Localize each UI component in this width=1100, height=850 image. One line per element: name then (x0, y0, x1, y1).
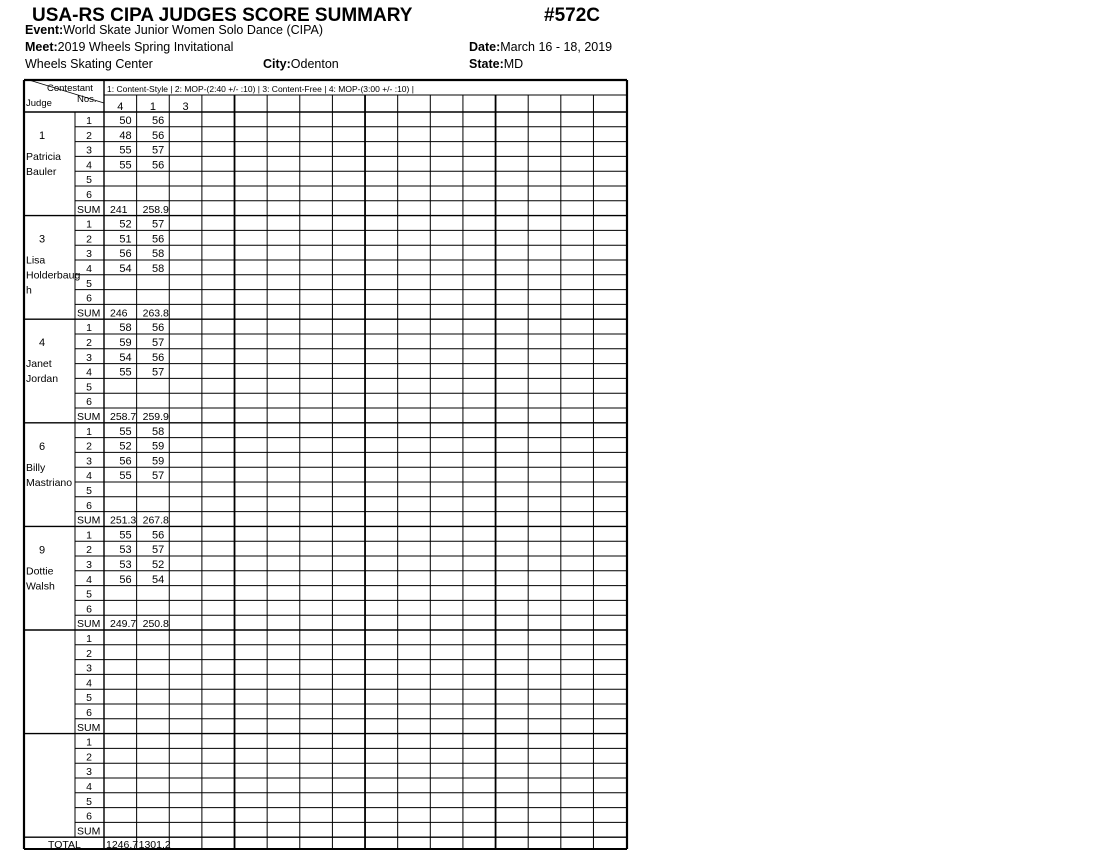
row-number: 3 (86, 662, 92, 675)
judge-name: Holderbaug (26, 269, 81, 282)
score-cell: 56 (119, 573, 132, 586)
sum-label: SUM (77, 307, 101, 320)
report-code: #572C (544, 5, 600, 26)
row-number: 6 (86, 396, 92, 409)
judge-name: Lisa (26, 254, 46, 267)
meet-label: Meet: (25, 40, 58, 54)
score-cell: 55 (119, 366, 132, 379)
event-value: World Skate Junior Women Solo Dance (CIPA) (63, 23, 324, 37)
contestant-number: 3 (182, 101, 189, 113)
row-number: 3 (86, 455, 92, 468)
score-cell: 57 (152, 144, 165, 157)
score-cell: 52 (119, 440, 132, 453)
row-number: 5 (86, 277, 92, 290)
sum-label: SUM (77, 203, 101, 216)
judge-name: Billy (26, 461, 46, 474)
judge-number: 9 (38, 544, 46, 557)
judge-name: Patricia (26, 151, 62, 163)
score-cell: 58 (152, 248, 165, 261)
judge-name: Mastriano (26, 476, 73, 489)
row-number: 1 (86, 218, 92, 231)
row-number: 3 (86, 248, 92, 261)
row-number: 6 (86, 292, 92, 305)
judge-name: Janet (26, 358, 52, 371)
score-cell: 58 (152, 263, 165, 275)
row-number: 2 (86, 751, 92, 764)
score-cell: 55 (119, 159, 132, 172)
score-cell: 56 (152, 529, 165, 542)
judge-name: h (26, 284, 32, 297)
sum-label: SUM (77, 825, 101, 838)
nos-label: Nos. (77, 94, 97, 105)
score-cell: 55 (119, 470, 132, 483)
score-cell: 53 (119, 544, 132, 557)
score-cell: 52 (152, 559, 165, 571)
row-number: 1 (86, 529, 92, 542)
sum-label: SUM (77, 514, 101, 527)
row-number: 4 (86, 677, 92, 690)
city-value: Odenton (290, 57, 339, 71)
state-label: State: (469, 57, 504, 71)
row-number: 2 (86, 440, 92, 453)
event-label: Event: (25, 23, 64, 37)
score-cell: 56 (152, 115, 165, 127)
row-number: 6 (86, 189, 92, 201)
row-number: 1 (86, 425, 92, 438)
sum-label: SUM (77, 411, 101, 423)
date-label: Date: (469, 40, 501, 54)
row-number: 6 (86, 810, 92, 823)
criteria-legend: 1: Content-Style | 2: MOP-(2:40 +/- :10) | 3: Content-Free | 4: MOP-(3:00 +/- :10) | (107, 84, 414, 94)
sum-cell: 241 (110, 203, 128, 216)
score-cell: 55 (119, 529, 132, 542)
score-cell: 57 (152, 218, 165, 231)
row-number: 2 (86, 647, 92, 660)
row-number: 4 (86, 470, 92, 483)
sum-cell: 258.7 (110, 411, 137, 423)
report-title: USA-RS CIPA JUDGES SCORE SUMMARY (32, 5, 413, 26)
judge-name: Jordan (26, 373, 59, 386)
score-cell: 56 (152, 159, 165, 172)
row-number: 6 (86, 707, 92, 719)
row-number: 4 (86, 781, 92, 793)
row-number: 2 (86, 337, 92, 349)
row-number: 5 (86, 174, 92, 187)
row-number: 2 (86, 544, 92, 557)
score-cell: 56 (119, 455, 132, 468)
total-cell: 1301.2 (138, 839, 171, 850)
judge-name: Bauler (26, 166, 57, 178)
sum-cell: 259.9 (142, 411, 169, 423)
row-number: 1 (86, 633, 92, 645)
score-cell: 57 (152, 337, 165, 349)
sum-label: SUM (77, 618, 101, 631)
row-number: 1 (86, 115, 92, 127)
score-cell: 54 (119, 351, 132, 364)
judge-number: 4 (38, 337, 46, 350)
state-value: MD (503, 57, 524, 71)
contestant-label: Contestant (47, 83, 93, 94)
sum-cell: 249.7 (110, 618, 137, 631)
row-number: 3 (86, 144, 92, 157)
judge-number: 3 (38, 233, 46, 246)
row-number: 5 (86, 485, 92, 497)
row-number: 3 (86, 766, 92, 779)
total-label: TOTAL (48, 839, 81, 850)
contestant-number: 4 (117, 101, 124, 113)
score-cell: 55 (119, 425, 132, 438)
score-cell: 57 (152, 470, 165, 483)
row-number: 2 (86, 129, 92, 142)
score-cell: 56 (152, 322, 165, 335)
row-number: 4 (86, 573, 92, 586)
row-number: 5 (86, 795, 92, 808)
score-cell: 56 (119, 248, 132, 261)
judge-label: Judge (26, 98, 52, 109)
score-cell: 51 (119, 233, 132, 246)
row-number: 5 (86, 588, 92, 601)
score-cell: 58 (152, 425, 165, 438)
score-cell: 56 (152, 129, 165, 142)
row-number: 5 (86, 381, 92, 394)
row-number: 1 (86, 322, 92, 335)
score-cell: 54 (152, 573, 165, 586)
row-number: 3 (86, 351, 92, 364)
score-cell: 59 (152, 440, 165, 453)
sum-cell: 258.9 (142, 203, 169, 216)
judge-name: Walsh (26, 580, 55, 593)
row-number: 6 (86, 499, 92, 512)
score-cell: 59 (119, 337, 132, 349)
score-cell: 59 (152, 455, 165, 468)
sum-cell: 246 (110, 307, 128, 320)
score-cell: 57 (152, 366, 165, 379)
row-number: 6 (86, 603, 92, 616)
row-number: 1 (86, 736, 92, 749)
sum-cell: 251.3 (110, 514, 137, 527)
score-cell: 53 (119, 559, 132, 571)
sum-cell: 250.8 (142, 618, 169, 631)
city-label: City: (263, 57, 291, 71)
row-number: 3 (86, 559, 92, 571)
row-number: 4 (86, 366, 92, 379)
score-cell: 56 (152, 351, 165, 364)
score-cell: 52 (119, 218, 132, 231)
judge-name: Dottie (26, 565, 54, 578)
judge-number: 1 (38, 130, 46, 142)
row-number: 5 (86, 692, 92, 705)
total-cell: 1246.7 (106, 839, 139, 850)
score-cell: 48 (119, 129, 132, 142)
sum-cell: 267.8 (142, 514, 169, 527)
score-cell: 58 (119, 322, 132, 335)
score-cell: 54 (119, 263, 132, 275)
date-value: March 16 - 18, 2019 (500, 40, 613, 54)
score-cell: 55 (119, 144, 132, 157)
row-number: 4 (86, 263, 92, 275)
row-number: 2 (86, 233, 92, 246)
sum-label: SUM (77, 721, 101, 734)
row-number: 4 (86, 159, 92, 172)
score-cell: 50 (119, 115, 132, 127)
sum-cell: 263.8 (142, 307, 169, 320)
score-cell: 56 (152, 233, 165, 246)
meet-value: 2019 Wheels Spring Invitational (57, 40, 234, 54)
judge-number: 6 (38, 440, 46, 453)
score-cell: 57 (152, 544, 165, 557)
contestant-number: 1 (149, 101, 157, 113)
venue-value: Wheels Skating Center (25, 57, 153, 71)
